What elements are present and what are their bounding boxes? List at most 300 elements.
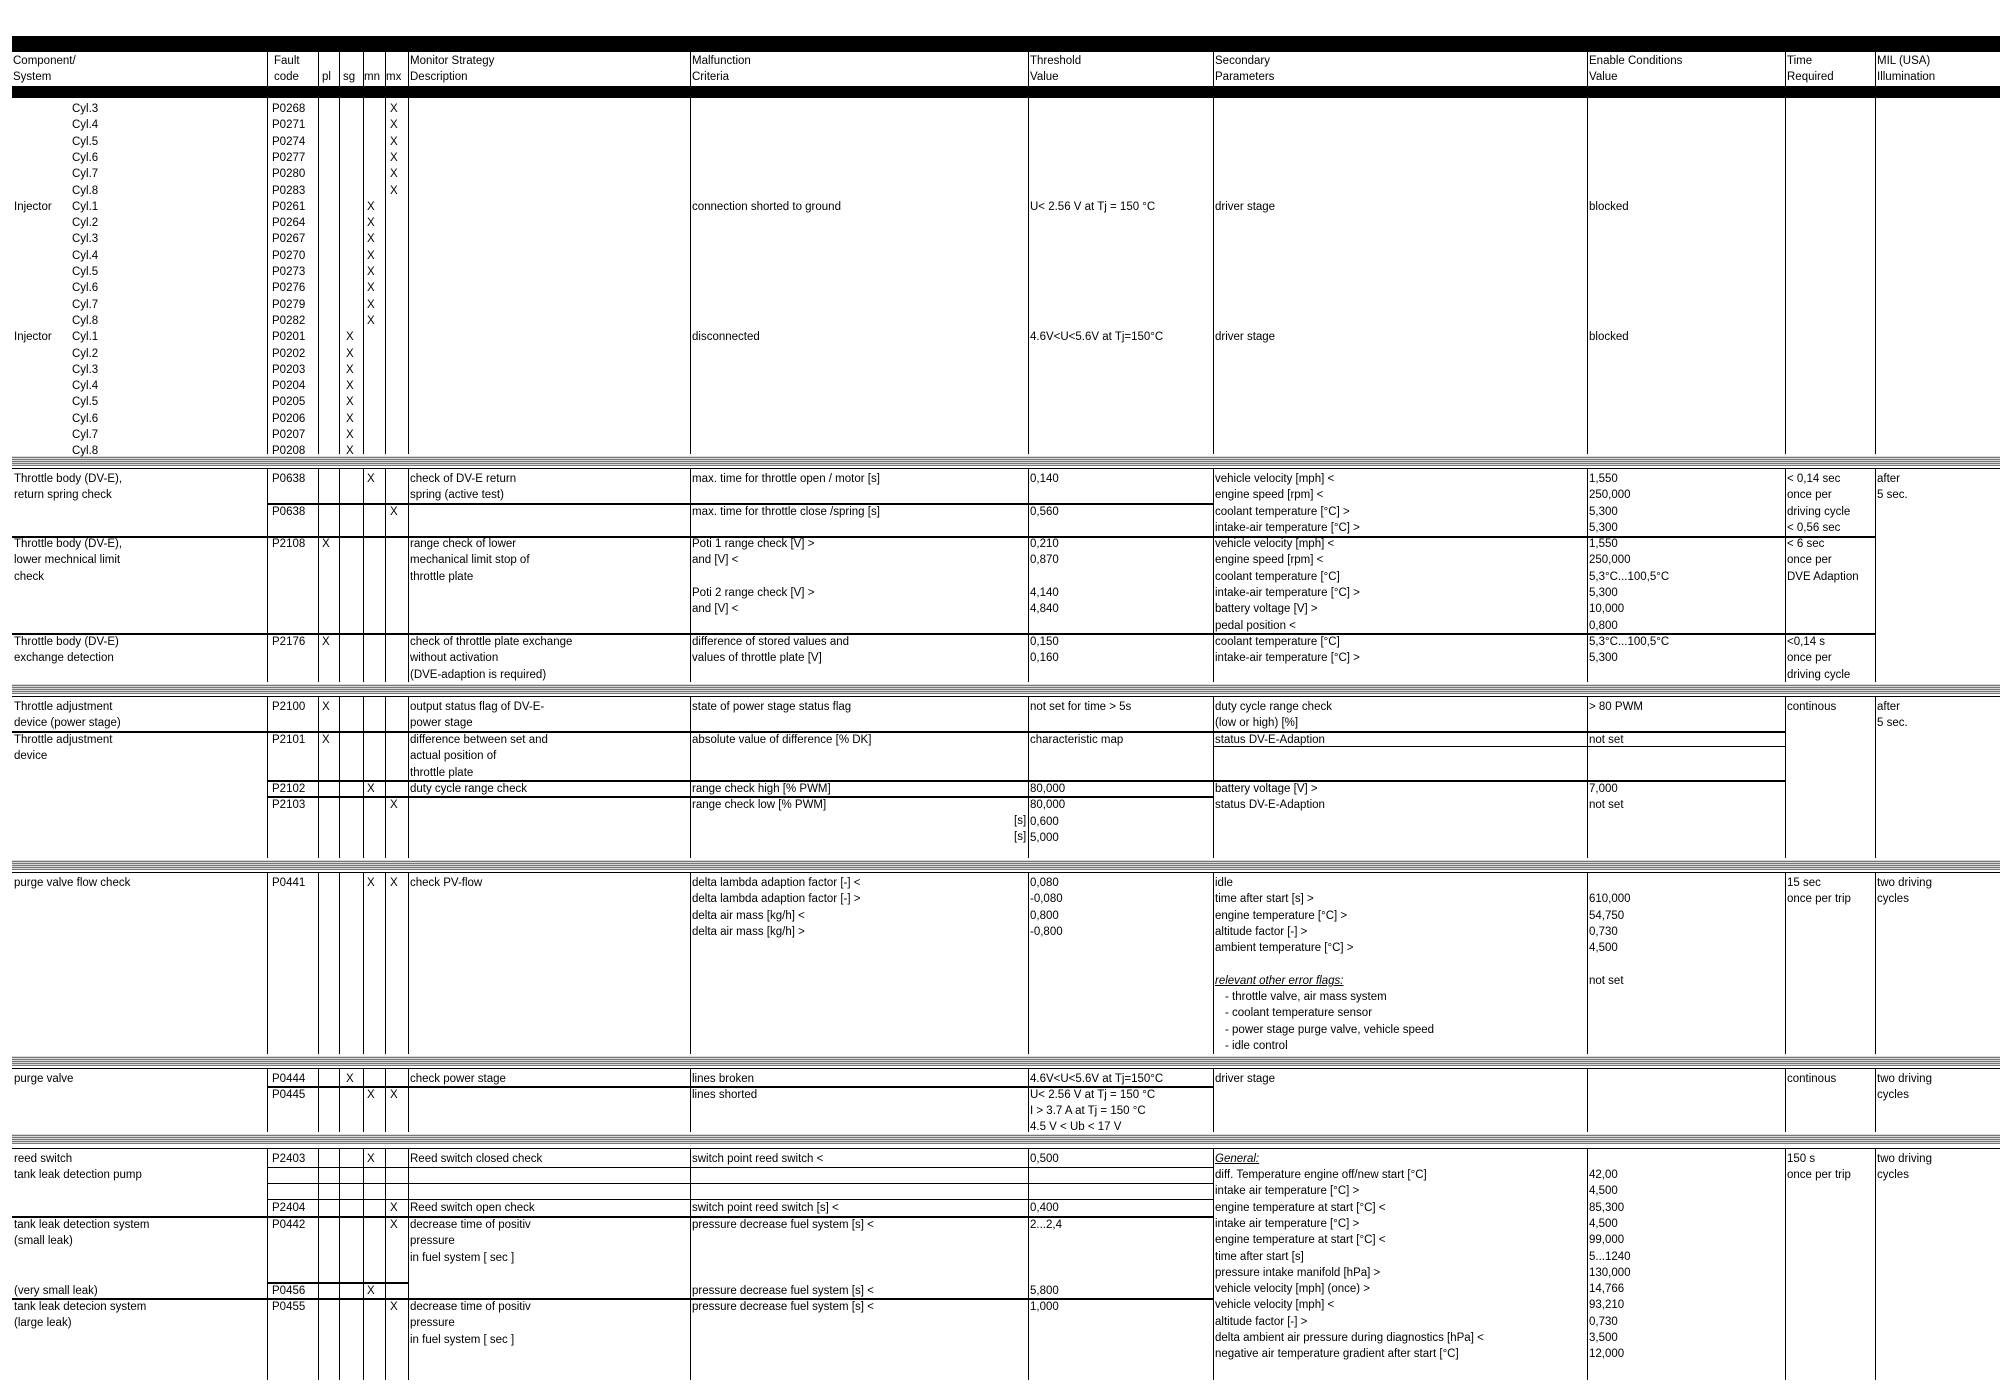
- vertical-rule: [1875, 872, 1876, 1054]
- fault-code: P0444: [272, 1073, 306, 1085]
- fault-code: P0445: [272, 1089, 306, 1101]
- header-enable-conditions: Value: [1589, 71, 1618, 84]
- monitor-description: mechanical limit stop of: [410, 554, 530, 567]
- secondary-parameter: intake-air temperature [°C] >: [1215, 652, 1360, 665]
- vertical-rule: [1785, 872, 1786, 1054]
- monitor-description: Reed switch closed check: [410, 1153, 543, 1165]
- fault-code: P0205: [272, 396, 306, 409]
- fault-code: P2101: [272, 734, 306, 746]
- component-name: tank leak detection pump: [14, 1169, 142, 1182]
- vertical-rule: [363, 696, 364, 858]
- fault-code: P0279: [272, 298, 306, 311]
- mark-mn: X: [367, 249, 375, 262]
- mark-mn: X: [367, 217, 375, 230]
- malfunction-criteria: max. time for throttle close /spring [s]: [692, 506, 880, 518]
- vertical-rule: [363, 872, 364, 1054]
- header-enable-conditions: Enable Conditions: [1589, 55, 1683, 67]
- header-fault-code: Fault: [274, 55, 300, 67]
- vertical-rule: [1875, 468, 1876, 682]
- secondary-parameter: engine speed [rpm] <: [1215, 489, 1324, 502]
- vertical-rule: [267, 696, 268, 858]
- vertical-rule: [690, 98, 691, 454]
- monitor-description: power stage: [410, 717, 473, 730]
- threshold-value: U< 2.56 V at Tj = 150 °C: [1030, 1089, 1156, 1101]
- time-required: <0,14 s: [1787, 636, 1826, 648]
- malfunction-criteria: delta lambda adaption factor [-] <: [692, 877, 861, 889]
- malfunction-criteria: delta air mass [kg/h] <: [692, 909, 805, 922]
- vertical-rule: [1875, 1068, 1876, 1132]
- mil-illumination: cycles: [1877, 1089, 1909, 1102]
- time-required: once per: [1787, 652, 1832, 665]
- monitor-description: pressure: [410, 1317, 455, 1330]
- enable-condition: 250,000: [1589, 554, 1631, 567]
- secondary-parameter: coolant temperature [°C] >: [1215, 505, 1350, 518]
- error-flag-item: - idle control: [1225, 1039, 1288, 1052]
- cylinder-label: Cyl.6: [72, 282, 99, 295]
- secondary-parameter: negative air temperature gradient after start [°C]: [1215, 1348, 1459, 1361]
- malfunction-criteria: switch point reed switch <: [692, 1153, 824, 1165]
- secondary-parameter: intake air temperature [°C] >: [1215, 1185, 1360, 1198]
- header-pl: pl: [322, 71, 331, 83]
- monitor-description: output status flag of DV-E-: [410, 701, 545, 713]
- monitor-description: in fuel system [ sec ]: [410, 1251, 515, 1264]
- malfunction-criteria: Poti 1 range check [V] >: [692, 538, 815, 550]
- component-name: purge valve flow check: [14, 877, 131, 889]
- enable-condition: not set: [1589, 734, 1624, 746]
- mark-mn: X: [367, 314, 375, 327]
- vertical-rule: [339, 696, 340, 858]
- threshold-value: 0,210: [1030, 538, 1059, 550]
- vertical-rule: [1213, 696, 1214, 858]
- component-name: (small leak): [14, 1235, 73, 1248]
- mark-mn: X: [367, 877, 375, 889]
- enable-condition: 42,00: [1589, 1169, 1618, 1181]
- vertical-rule: [318, 1068, 319, 1132]
- time-required: DVE Adaption: [1787, 570, 1859, 583]
- fault-code: P0455: [272, 1301, 306, 1313]
- malfunction-criteria: and [V] <: [692, 603, 739, 616]
- cylinder-label: Cyl.6: [72, 151, 99, 164]
- vertical-rule: [1785, 696, 1786, 858]
- vertical-rule: [408, 696, 409, 858]
- vertical-rule: [1028, 52, 1029, 86]
- cylinder-label: Cyl.5: [72, 135, 99, 148]
- secondary-parameter: time after start [s]: [1215, 1250, 1304, 1263]
- vertical-rule: [1028, 872, 1029, 1054]
- vertical-rule: [1028, 98, 1029, 454]
- component-name: (large leak): [14, 1317, 72, 1330]
- fault-code: P2176: [272, 636, 306, 648]
- secondary-parameter: vehicle velocity [mph] <: [1215, 538, 1335, 550]
- secondary-parameter: intake-air temperature [°C] >: [1215, 586, 1360, 599]
- enable-condition: 0,730: [1589, 925, 1618, 938]
- vertical-rule: [318, 98, 319, 454]
- time-required: once per: [1787, 489, 1832, 502]
- secondary-parameter: driver stage: [1215, 1073, 1276, 1085]
- header-bar: [12, 86, 2000, 98]
- component-name: exchange detection: [14, 652, 114, 665]
- cylinder-label: Cyl.7: [72, 429, 99, 441]
- header-threshold: Value: [1030, 71, 1059, 84]
- cylinder-label: Cyl.4: [72, 119, 99, 132]
- fault-code: P0208: [272, 445, 306, 458]
- header-mx: mx: [386, 71, 402, 83]
- section-separator: [12, 456, 2000, 466]
- enable-condition: 0,730: [1589, 1315, 1618, 1328]
- vertical-rule: [385, 468, 386, 682]
- vertical-rule: [690, 696, 691, 858]
- threshold-value: 1,000: [1030, 1301, 1059, 1313]
- vertical-rule: [385, 98, 386, 454]
- mil-illumination: after: [1877, 473, 1901, 485]
- cylinder-label: Cyl.2: [72, 347, 99, 360]
- vertical-rule: [690, 468, 691, 682]
- secondary-parameter: status DV-E-Adaption: [1215, 734, 1325, 746]
- enable-condition: 610,000: [1589, 893, 1631, 906]
- mark-mx: X: [390, 799, 398, 811]
- secondary-parameter: pressure intake manifold [hPa] >: [1215, 1266, 1381, 1279]
- vertical-rule: [339, 468, 340, 682]
- vertical-rule: [1587, 872, 1588, 1054]
- unit-label: [s]: [1014, 815, 1027, 827]
- enable-condition: 5,300: [1589, 652, 1618, 665]
- enable-condition: blocked: [1589, 200, 1629, 213]
- vertical-rule: [1587, 1068, 1588, 1132]
- vertical-rule: [690, 52, 691, 86]
- monitor-description: range check of lower: [410, 538, 517, 550]
- fault-code: P0442: [272, 1219, 306, 1231]
- fault-code: P2108: [272, 538, 306, 550]
- cylinder-label: Cyl.2: [72, 217, 99, 230]
- mil-illumination: cycles: [1877, 893, 1909, 906]
- monitor-description: throttle plate: [410, 766, 474, 779]
- vertical-rule: [267, 98, 268, 454]
- vertical-rule: [408, 468, 409, 682]
- secondary-parameter: time after start [s] >: [1215, 893, 1314, 906]
- secondary-parameter: engine speed [rpm] <: [1215, 554, 1324, 567]
- enable-condition: 3,500: [1589, 1332, 1618, 1344]
- vertical-rule: [363, 468, 364, 682]
- enable-condition: 93,210: [1589, 1299, 1625, 1312]
- vertical-rule: [339, 98, 340, 454]
- mark-pl: X: [322, 701, 330, 713]
- mil-illumination: cycles: [1877, 1169, 1909, 1182]
- fault-code: P2103: [272, 799, 306, 811]
- vertical-rule: [690, 1068, 691, 1132]
- cylinder-label: Cyl.7: [72, 298, 99, 311]
- mark-sg: X: [346, 429, 354, 441]
- time-required: continous: [1787, 701, 1837, 713]
- secondary-parameter: vehicle velocity [mph] <: [1215, 473, 1335, 485]
- fault-code: P0261: [272, 200, 306, 213]
- threshold-value: 0,800: [1030, 909, 1059, 922]
- fault-code: P0638: [272, 473, 306, 485]
- enable-condition: 54,750: [1589, 909, 1625, 922]
- threshold-value: 0,080: [1030, 877, 1059, 889]
- vertical-rule: [1213, 98, 1214, 454]
- vertical-rule: [339, 872, 340, 1054]
- malfunction-criteria: values of throttle plate [V]: [692, 652, 822, 665]
- threshold-value: 80,000: [1030, 799, 1066, 812]
- enable-condition: 12,000: [1589, 1348, 1625, 1361]
- enable-condition: 85,300: [1589, 1201, 1625, 1214]
- monitor-description: check PV-flow: [410, 877, 483, 889]
- component-name: purge valve: [14, 1073, 74, 1085]
- mark-sg: X: [346, 445, 354, 458]
- time-required: driving cycle: [1787, 668, 1851, 681]
- fault-code: P0282: [272, 314, 306, 327]
- threshold-value: 4.6V<U<5.6V at Tj=150°C: [1030, 1073, 1164, 1085]
- time-required: < 0,56 sec: [1787, 521, 1841, 534]
- enable-condition: 5,300: [1589, 521, 1618, 534]
- vertical-rule: [1587, 1148, 1588, 1380]
- general-label: General:: [1215, 1153, 1260, 1165]
- fault-code: P0441: [272, 877, 306, 889]
- horizontal-rule: [12, 872, 2000, 873]
- mil-illumination: 5 sec.: [1877, 717, 1908, 730]
- threshold-value: 5,000: [1030, 831, 1059, 844]
- vertical-rule: [385, 1068, 386, 1132]
- time-required: < 0,14 sec: [1787, 473, 1841, 485]
- malfunction-criteria: delta lambda adaption factor [-] >: [692, 893, 861, 906]
- vertical-rule: [1213, 1148, 1214, 1380]
- header-malfunction: Malfunction: [692, 55, 751, 67]
- vertical-rule: [690, 872, 691, 1054]
- threshold-value: 0,160: [1030, 652, 1059, 665]
- enable-condition: 4,500: [1589, 1217, 1618, 1230]
- secondary-parameter: diff. Temperature engine off/new start [°C]: [1215, 1169, 1427, 1181]
- secondary-parameter: engine temperature [°C] >: [1215, 909, 1348, 922]
- mark-mn: X: [367, 233, 375, 246]
- component-name: check: [14, 570, 45, 583]
- monitor-description: without activation: [410, 652, 499, 665]
- time-required: once per trip: [1787, 893, 1851, 906]
- enable-condition: 10,000: [1589, 603, 1625, 616]
- fault-code: P0204: [272, 380, 306, 393]
- error-flags-title: relevant other error flags:: [1215, 975, 1344, 987]
- vertical-rule: [1875, 696, 1876, 858]
- cylinder-label: Cyl.8: [72, 314, 99, 327]
- component-name: device (power stage): [14, 717, 121, 730]
- time-required: once per trip: [1787, 1169, 1851, 1182]
- mark-mx: X: [390, 1301, 398, 1313]
- mark-mx: X: [390, 168, 398, 181]
- header-component: Component/: [13, 55, 76, 67]
- enable-condition: 0,800: [1589, 619, 1618, 632]
- secondary-parameter: pedal position <: [1215, 619, 1296, 632]
- mil-illumination: 5 sec.: [1877, 489, 1908, 502]
- enable-condition: > 80 PWM: [1589, 701, 1644, 713]
- enable-condition: 99,000: [1589, 1234, 1625, 1247]
- vertical-rule: [318, 872, 319, 1054]
- time-required: driving cycle: [1787, 505, 1851, 518]
- component-name: lower mechnical limit: [14, 554, 121, 567]
- malfunction-criteria: pressure decrease fuel system [s] <: [692, 1285, 874, 1297]
- vertical-rule: [1028, 696, 1029, 858]
- horizontal-rule: [12, 468, 2000, 469]
- fault-code: P0280: [272, 168, 306, 181]
- mark-mn: X: [367, 783, 375, 795]
- mark-mx: X: [390, 877, 398, 889]
- malfunction-criteria: disconnected: [692, 331, 760, 344]
- enable-condition: blocked: [1589, 331, 1629, 344]
- monitor-description: decrease time of positiv: [410, 1219, 531, 1231]
- threshold-value: 0,140: [1030, 473, 1059, 485]
- mark-sg: X: [346, 412, 354, 425]
- vertical-rule: [318, 52, 319, 86]
- monitor-description: throttle plate: [410, 570, 474, 583]
- mark-pl: X: [322, 538, 330, 550]
- secondary-parameter: idle: [1215, 877, 1233, 889]
- fault-code: P0277: [272, 151, 306, 164]
- secondary-parameter: battery voltage [V] >: [1215, 783, 1318, 795]
- vertical-rule: [267, 468, 268, 682]
- fault-code: P0270: [272, 249, 306, 262]
- threshold-value: 0,600: [1030, 815, 1059, 828]
- fault-code: P0206: [272, 412, 306, 425]
- section-separator: [12, 860, 2000, 870]
- secondary-parameter: coolant temperature [°C]: [1215, 636, 1340, 648]
- vertical-rule: [1587, 98, 1588, 454]
- cylinder-label: Cyl.8: [72, 184, 99, 197]
- vertical-rule: [408, 52, 409, 86]
- threshold-value: 4.5 V < Ub < 17 V: [1030, 1121, 1122, 1133]
- malfunction-criteria: range check high [% PWM]: [692, 783, 831, 795]
- header-threshold: Threshold: [1030, 55, 1082, 67]
- vertical-rule: [1785, 98, 1786, 454]
- vertical-rule: [318, 696, 319, 858]
- mark-mx: X: [390, 103, 398, 115]
- mil-illumination: after: [1877, 701, 1901, 713]
- error-flag-item: - power stage purge valve, vehicle speed: [1225, 1023, 1435, 1036]
- component-name: Throttle body (DV-E),: [14, 538, 123, 550]
- component-name: Throttle body (DV-E): [14, 636, 119, 648]
- vertical-rule: [1587, 52, 1588, 86]
- mark-sg: X: [346, 331, 354, 344]
- threshold-value: 4,840: [1030, 603, 1059, 616]
- mark-mn: X: [367, 298, 375, 311]
- malfunction-criteria: lines broken: [692, 1073, 755, 1085]
- component-name: Throttle adjustment: [14, 734, 113, 746]
- secondary-parameter: ambient temperature [°C] >: [1215, 942, 1354, 955]
- vertical-rule: [1875, 52, 1876, 86]
- header-component: System: [13, 71, 52, 84]
- threshold-value: 4,140: [1030, 586, 1059, 599]
- secondary-parameter: status DV-E-Adaption: [1215, 799, 1325, 812]
- mark-pl: X: [322, 734, 330, 746]
- injector-label: Injector: [14, 200, 52, 213]
- component-name: return spring check: [14, 489, 112, 501]
- vertical-rule: [408, 98, 409, 454]
- vertical-rule: [1213, 52, 1214, 86]
- vertical-rule: [267, 52, 268, 86]
- fault-code: P0268: [272, 103, 306, 115]
- vertical-rule: [1028, 468, 1029, 682]
- enable-condition: 5,3°C...100,5°C: [1589, 636, 1670, 648]
- mil-illumination: two driving: [1877, 1153, 1932, 1165]
- mark-mx: X: [390, 506, 398, 518]
- header-fault-code: code: [274, 71, 299, 84]
- cylinder-label: Cyl.4: [72, 249, 99, 262]
- fault-code: P0273: [272, 266, 306, 278]
- vertical-rule: [1875, 98, 1876, 454]
- fault-code: P0202: [272, 347, 306, 360]
- monitor-description: (DVE-adaption is required): [410, 668, 547, 681]
- monitor-description: in fuel system [ sec ]: [410, 1333, 515, 1346]
- mark-mn: X: [367, 1153, 375, 1165]
- monitor-description: duty cycle range check: [410, 783, 527, 795]
- secondary-parameter: vehicle velocity [mph] <: [1215, 1299, 1335, 1312]
- mark-mx: X: [390, 151, 398, 164]
- vertical-rule: [385, 872, 386, 1054]
- time-required: < 6 sec: [1787, 538, 1825, 550]
- malfunction-criteria: range check low [% PWM]: [692, 799, 827, 811]
- threshold-value: 5,800: [1030, 1285, 1059, 1297]
- threshold-value: U< 2.56 V at Tj = 150 °C: [1030, 200, 1156, 213]
- monitor-description: decrease time of positiv: [410, 1301, 531, 1313]
- header-malfunction: Criteria: [692, 71, 730, 84]
- mark-mx: X: [390, 1202, 398, 1214]
- secondary-parameter: coolant temperature [°C]: [1215, 570, 1340, 583]
- monitor-description: check power stage: [410, 1073, 506, 1085]
- secondary-parameter: intake-air temperature [°C] >: [1215, 521, 1360, 534]
- enable-condition: 1,550: [1589, 538, 1618, 550]
- error-flag-item: - coolant temperature sensor: [1225, 1007, 1373, 1020]
- mark-mx: X: [390, 1219, 398, 1231]
- vertical-rule: [363, 98, 364, 454]
- threshold-value: 0,500: [1030, 1153, 1059, 1165]
- fault-code: P0267: [272, 233, 306, 246]
- monitor-description: difference between set and: [410, 734, 548, 746]
- cylinder-label: Cyl.5: [72, 266, 99, 278]
- mark-pl: X: [322, 636, 330, 648]
- vertical-rule: [1785, 52, 1786, 86]
- vertical-rule: [267, 1068, 268, 1132]
- malfunction-criteria: max. time for throttle open / motor [s]: [692, 473, 880, 485]
- header-mn: mn: [364, 71, 380, 83]
- cylinder-label: Cyl.1: [72, 331, 99, 344]
- fault-code: P0276: [272, 282, 306, 295]
- mil-illumination: two driving: [1877, 877, 1932, 889]
- fault-code: P2403: [272, 1153, 306, 1165]
- horizontal-rule: [12, 1148, 2000, 1149]
- threshold-value: 0,150: [1030, 636, 1059, 648]
- malfunction-criteria: difference of stored values and: [692, 636, 850, 648]
- enable-condition: not set: [1589, 799, 1624, 812]
- fault-code: P0283: [272, 184, 306, 197]
- vertical-rule: [339, 52, 340, 86]
- fault-code: P0456: [272, 1285, 306, 1297]
- threshold-value: 2...2,4: [1030, 1219, 1062, 1231]
- malfunction-criteria: absolute value of difference [% DK]: [692, 734, 872, 746]
- monitor-description: check of throttle plate exchange: [410, 636, 573, 648]
- enable-condition: 4,500: [1589, 942, 1618, 955]
- enable-condition: 250,000: [1589, 489, 1631, 502]
- enable-condition: 5,3°C...100,5°C: [1589, 570, 1670, 583]
- fault-code: P0203: [272, 363, 306, 376]
- enable-condition: not set: [1589, 975, 1624, 987]
- fault-code: P0638: [272, 506, 306, 518]
- malfunction-criteria: switch point reed switch [s] <: [692, 1202, 839, 1214]
- header-mil: Illumination: [1877, 71, 1936, 84]
- fault-code: P0201: [272, 331, 306, 344]
- header-time-required: Time: [1787, 55, 1813, 67]
- unit-label: [s]: [1014, 831, 1027, 843]
- component-name: tank leak detecion system: [14, 1301, 147, 1313]
- threshold-value: 0,400: [1030, 1202, 1059, 1214]
- fault-code: P0274: [272, 135, 306, 148]
- enable-condition: 5,300: [1589, 586, 1618, 599]
